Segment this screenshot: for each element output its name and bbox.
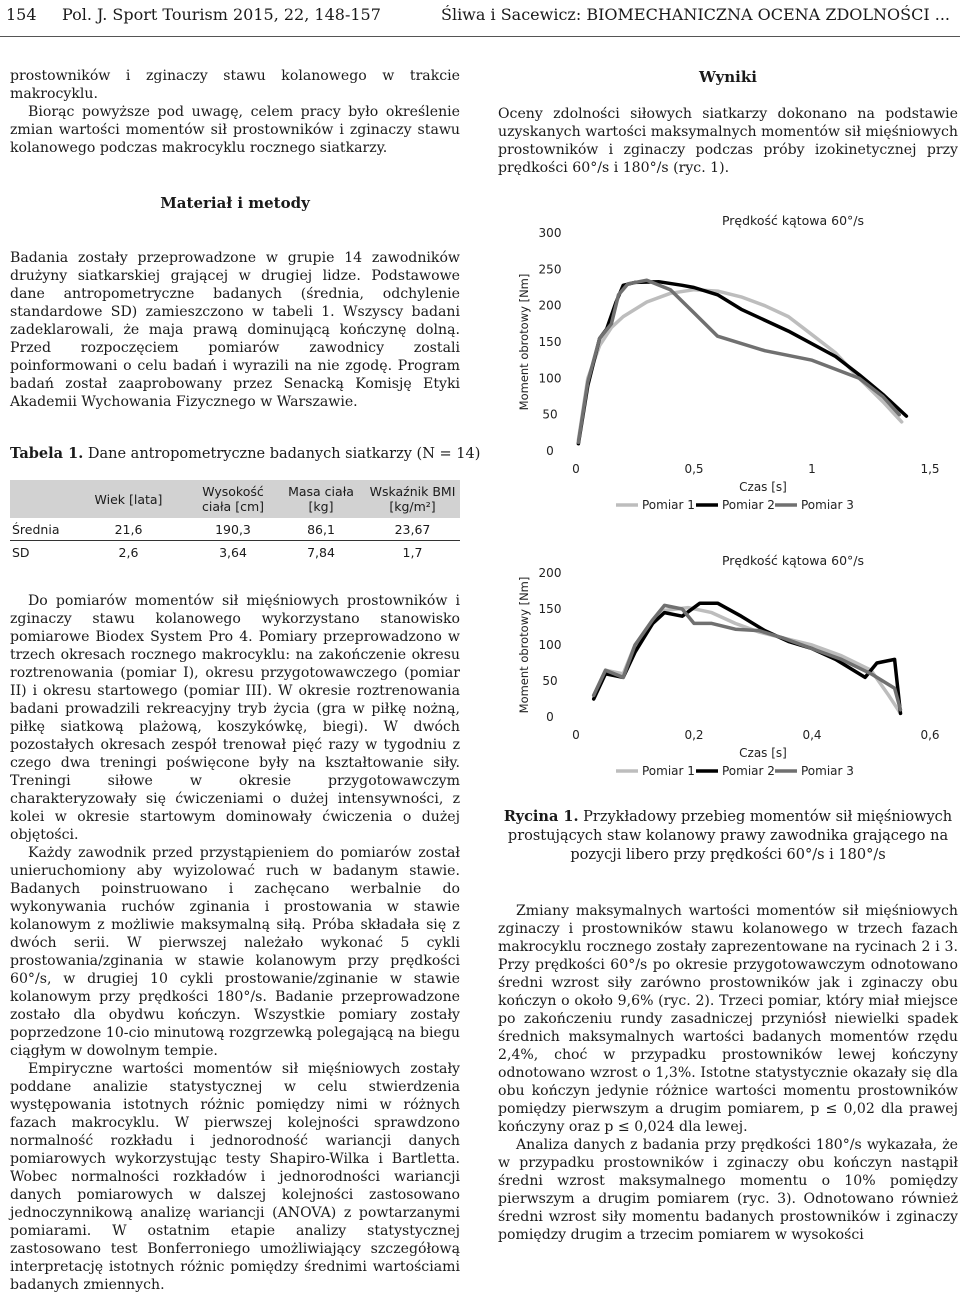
legend-label: Pomiar 3 bbox=[801, 764, 854, 778]
table-cell: 23,67 bbox=[365, 518, 460, 541]
paragraph-statistics: Empiryczne wartości momentów sił mięśniowych zostały poddane analizie statystycznej w celu stwierdzenia występowania istotnych różnic pomiędzy nimi w różnych fazach makrocyklu. W pierwszej kolejności sprawdzono normalność rozkładu i jednorodność wariancji danych pomiarowych wykorzystując testy Shapiro-Wilka i Bartletta. Wobec normalności rozkładów i jednorodności wariancji danych pomiarowych w dalszej kolejności zastosowano jednoczynnikową analizę wariancji (ANOVA) z powtarzanymi pomiarami. W ostatnim etapie analizy statystycznej zastosowano test Bonferroniego umożliwiający szczegółową interpretację istotnych różnic pomiędzy średnimi wartościami badanych zmiennych. bbox=[10, 1061, 460, 1293]
series-line-1 bbox=[594, 608, 901, 714]
table-caption-text: Dane antropometryczne badanych siatkarzy (N = 14) bbox=[83, 446, 481, 462]
y-axis-label: Moment obrotowy [Nm] bbox=[517, 576, 531, 714]
table-header-height: Wysokość ciała [cm] bbox=[189, 480, 277, 518]
x-tick-label: 0 bbox=[572, 728, 580, 742]
y-tick-label: 250 bbox=[538, 262, 562, 277]
chart-60-deg-extension-2 bbox=[498, 545, 958, 795]
x-tick-label: 1 bbox=[808, 462, 816, 476]
y-tick-label: 0 bbox=[546, 444, 554, 458]
x-tick-label: 0,4 bbox=[802, 728, 822, 742]
table-cell: 190,3 bbox=[189, 518, 277, 541]
legend-label: Pomiar 1 bbox=[642, 764, 695, 778]
table-cell: SD bbox=[12, 544, 30, 560]
results-heading: Wyniki bbox=[699, 68, 757, 86]
table-cell: 21,6 bbox=[68, 518, 189, 541]
series-line-2 bbox=[594, 603, 901, 713]
page-header bbox=[0, 0, 960, 40]
table-cell: 2,6 bbox=[118, 544, 139, 560]
x-tick-label: 1,5 bbox=[920, 462, 940, 476]
table-cell: 86,1 bbox=[277, 518, 365, 541]
methods-heading: Materiał i metody bbox=[160, 194, 310, 212]
y-tick-label: 50 bbox=[542, 674, 558, 688]
x-axis-label: Czas [s] bbox=[739, 746, 787, 760]
chart-title: Prędkość kątowa 60°/s bbox=[721, 553, 865, 568]
table-header-bmi: Wskaźnik BMI [kg/m²] bbox=[365, 480, 460, 518]
y-tick-label: 50 bbox=[542, 407, 558, 422]
table-header-mass: Masa ciała [kg] bbox=[277, 480, 365, 518]
x-axis-label: Czas [s] bbox=[739, 480, 787, 494]
x-tick-label: 0 bbox=[572, 462, 580, 476]
results-text: Oceny zdolności siłowych siatkarzy dokonano na podstawie uzyskanych wartości maksymalnych momentów sił mięśniowych prostowników i zginaczy podczas próby izokinetycznej przy prędkości 60°/s i 180°/s (ryc. 1). bbox=[498, 106, 958, 176]
y-tick-label: 200 bbox=[538, 566, 562, 580]
table-cell: 7,84 bbox=[307, 544, 335, 560]
left-column-body bbox=[10, 592, 460, 1294]
results-paragraph bbox=[498, 105, 958, 177]
figure-caption bbox=[498, 807, 958, 865]
legend-label: Pomiar 1 bbox=[642, 498, 695, 512]
y-tick-label: 150 bbox=[538, 602, 562, 616]
legend-label: Pomiar 2 bbox=[722, 498, 775, 512]
table-cell: 1,7 bbox=[402, 544, 423, 560]
intro-paragraph: Biorąc powyższe pod uwagę, celem pracy było określenie zmian wartości momentów sił prostowników i zginaczy stawu kolanowego podczas makrocyklu rocznego siatkarzy. bbox=[10, 104, 460, 156]
y-tick-label: 0 bbox=[546, 710, 554, 724]
chart-title: Prędkość kątowa 60°/s bbox=[721, 213, 865, 228]
paragraph-results-180: Analiza danych z badania przy prędkości 180°/s wykazała, że w przypadku prostowników i zginaczy obu kończyn nastąpił średni wzrost maksymalnego momentu o 10% pomiędzy pierwszym a drugim pomiarem (ryc. 3). Odnotowano również średni wzrost siły momentu badanych prostowników i zginaczy pomiędzy drugim a trzecim pomiarem w wysokości bbox=[498, 1137, 958, 1243]
chart-60-deg-extension-1 bbox=[498, 200, 958, 530]
y-tick-label: 150 bbox=[538, 335, 562, 349]
running-title: Śliwa i Sacewicz: BIOMECHANICZNA OCENA ZDOLNOŚCI ... bbox=[440, 5, 950, 24]
y-tick-label: 100 bbox=[538, 371, 562, 386]
legend-label: Pomiar 2 bbox=[722, 764, 775, 778]
table-row bbox=[10, 518, 460, 541]
journal-reference: Pol. J. Sport Tourism 2015, 22, 148-157 bbox=[62, 5, 381, 24]
table-header-row bbox=[10, 480, 460, 518]
table-caption-label: Tabela 1. bbox=[10, 445, 84, 462]
table-caption bbox=[10, 445, 480, 462]
y-axis-label: Moment obrotowy [Nm] bbox=[517, 273, 531, 411]
figure-caption-text: Przykładowy przebieg momentów sił mięśniowych prostujących staw kolanowy prawy zawodnika grającego na pozycji libero przy prędkości 60°/s i 180°/s bbox=[507, 809, 953, 863]
page-number: 154 bbox=[6, 5, 37, 24]
methods-text: Badania zostały przeprowadzone w grupie 14 zawodników drużyny siatkarskiej grającej w drugiej lidze. Podstawowe dane antropometryczne badanych (średnia, odchylenie standardowe SD) zamieszczono w tabeli 1. Wszyscy badani zadeklarowali, że maja prawą dominującą kończynę dolną. Przed rozpoczęciem pomiarów zawodnicy zostali poinformowani o celu badań i wyrazili na nie zgodę. Program badań został zaaprobowany przez Senacką Komisję Etyki Akademii Wychowania Fizycznego w Warszawie. bbox=[10, 250, 460, 410]
x-tick-label: 0,6 bbox=[920, 728, 940, 742]
series-line-1 bbox=[578, 290, 901, 440]
x-tick-label: 0,5 bbox=[684, 462, 704, 476]
paragraph-procedure: Każdy zawodnik przed przystąpieniem do pomiarów został unieruchomiony aby wyizolować ruch w badanym stawie. Badanych poinstruowano i zachęcano werbalnie do wykonywania ruchów zginania i prostowania w stawie kolanowym z możliwie maksymalną siłą. Próba składała się z dwóch serii. W pierwszej należało wykonać 5 cykli prostowania/zginania w stawie kolanowym przy prędkości 60°/s, w drugiej 10 cykli prostowanie/zginanie w stawie kolanowym przy prędkości 180°/s. Badanie przeprowadzone zostało dla obydwu kończyn. Wszystkie pomiary zostały poprzedzone 10-cio minutową rozgrzewką polegającą na biegu ciągłym w dowolnym tempie. bbox=[10, 845, 460, 1059]
table-header-age: Wiek [lata] bbox=[68, 480, 189, 518]
table-cell: Średnia bbox=[10, 518, 68, 541]
figure-caption-label: Rycina 1. bbox=[503, 808, 579, 825]
series-line-3 bbox=[578, 280, 899, 442]
x-tick-label: 0,2 bbox=[684, 728, 704, 742]
methods-paragraph bbox=[10, 249, 460, 411]
y-tick-label: 300 bbox=[538, 226, 562, 240]
table-cell: 3,64 bbox=[219, 544, 247, 560]
table-header-empty bbox=[10, 480, 68, 518]
intro-continued: prostowników i zginaczy stawu kolanowego w trakcie makrocyklu. bbox=[10, 68, 460, 102]
right-column-body bbox=[498, 902, 958, 1244]
paragraph-results-60: Zmiany maksymalnych wartości momentów sił mięśniowych zginaczy i prostowników stawu kolanowego w trzech fazach makrocyklu rocznego zostały zaprezentowane na rycinach 2 i 3. Przy prędkości 60°/s po okresie przygotowawczym odnotowano średni wzrost siły zarówno prostowników jak i zginaczy obu kończyn o około 9,6% (ryc. 2). Trzeci pomiar, który miał miejsce po zakończeniu rundy zasadniczej przyniósł niewielki spadek średnich maksymalnych wartości badanych momentów rzędu 2,4%, choć w przypadku prostowników lewej kończyny odnotowano wzrost o 1,3%. Istotne statystycznie okazały się dla obu kończyn jedynie różnice wartości momentu prostowników pomiędzy pierwszym a drugim pomiarem, p ≤ 0,02 dla prawej kończyny oraz p ≤ 0,024 dla lewej. bbox=[498, 903, 958, 1135]
table-row bbox=[10, 541, 460, 564]
y-tick-label: 200 bbox=[538, 298, 562, 313]
header-rule bbox=[0, 36, 960, 37]
left-column-top bbox=[10, 67, 460, 157]
y-tick-label: 100 bbox=[538, 638, 562, 652]
series-line-2 bbox=[578, 282, 906, 444]
paragraph-measurements: Do pomiarów momentów sił mięśniowych prostowników i zginaczy stawu kolanowego wykorzystano stanowisko pomiarowe Biodex System Pro 4. Pomiary przeprowadzono w trzech okresach rocznego makrocyklu: na zakończenie okresu roztrenowania (pomiar I), okresu przygotowawczego (pomiar II) i okresu startowego (pomiar III). W okresie roztrenowania badani prowadzili rekreacyjny tryb życia (gra w piłkę nożną, piłkę siatkową plażową, koszykówkę, biegi). W dwóch pozostałych okresach zespół trenował pięć razy w tygodniu z czego dwa treningi poświęcone były na kształtowanie siły. Treningi siłowe w okresie przygotowawczym charakteryzowały się ćwiczeniami o dużej intensywności, z kolei w okresie startowym dominowały ćwiczenia o dużej objętości. bbox=[10, 593, 460, 843]
anthropometric-table bbox=[10, 480, 460, 563]
legend-label: Pomiar 3 bbox=[801, 498, 854, 512]
